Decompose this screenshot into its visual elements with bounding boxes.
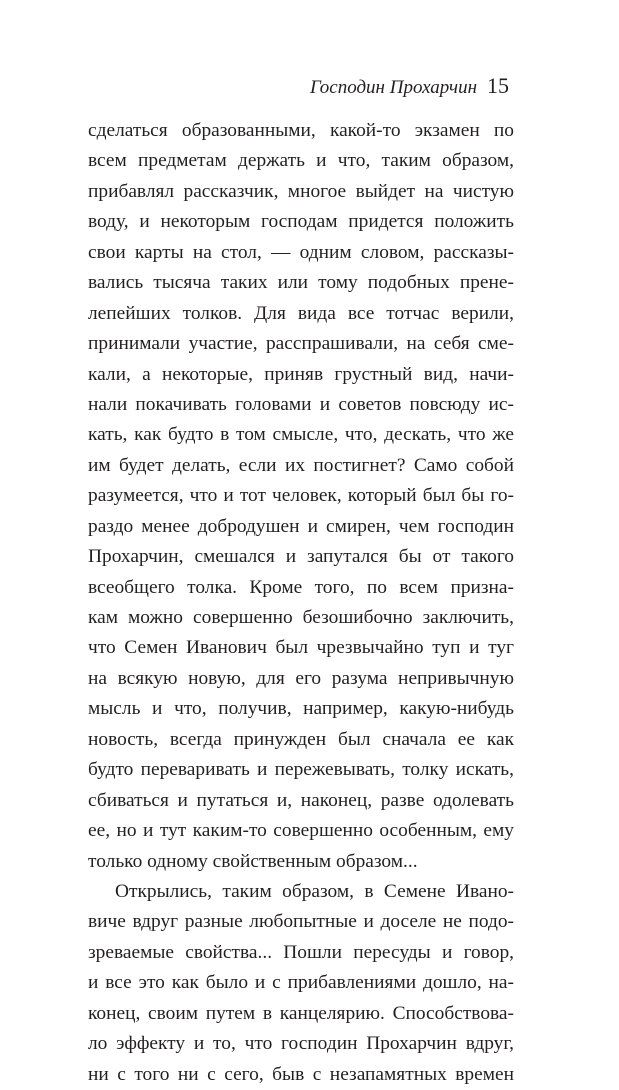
text-line: свои карты на стол, — одним словом, рассказы- bbox=[88, 241, 514, 263]
text-line: ни с того ни с сего, быв с незапамятных времен bbox=[88, 1063, 514, 1085]
paragraph bbox=[88, 877, 514, 1090]
text-line: им будет делать, если их постигнет? Само собой bbox=[88, 454, 514, 476]
body-text bbox=[88, 116, 514, 1090]
text-line: всеобщего толка. Кроме того, по всем призна- bbox=[88, 576, 514, 598]
text-line: конец, своим путем в канцелярию. Способствова- bbox=[88, 1002, 514, 1024]
text-line: что Семен Иванович был чрезвычайно туп и туг bbox=[88, 637, 514, 659]
text-line: Открылись, таким образом, в Семене Ивано- bbox=[115, 880, 514, 902]
running-title: Господин Прохарчин bbox=[309, 77, 477, 98]
text-line: нали покачивать головами и советов повсюду ис- bbox=[88, 393, 514, 415]
text-line: кать, как будто в том смысле, что, дескать, что же bbox=[88, 424, 514, 446]
text-line: только одному свойственным образом... bbox=[88, 850, 418, 872]
text-line: ее, но и тут каким-то совершенно особенным, ему bbox=[88, 820, 514, 842]
text-line: виче вдруг разные любопытные и доселе не подо- bbox=[88, 911, 514, 933]
text-line: воду, и некоторым господам придется положить bbox=[88, 211, 514, 233]
text-line: кам можно совершенно безошибочно заключить, bbox=[88, 607, 514, 628]
text-line: прибавлял рассказчик, многое выйдет на чистую bbox=[88, 180, 514, 202]
text-line: всем предметам держать и что, таким образом, bbox=[88, 150, 514, 172]
text-line: на всякую новую, для его разума непривычную bbox=[88, 667, 514, 689]
text-line: сделаться образованными, какой-то экзамен по bbox=[88, 120, 514, 141]
page-number: 15 bbox=[487, 73, 509, 98]
text-line: лепейших толков. Для вида все тотчас верили, bbox=[88, 302, 514, 324]
text-line: Прохарчин, смешался и запутался бы от такого bbox=[88, 546, 514, 568]
text-line: разумеется, что и тот человек, который был бы го- bbox=[88, 485, 514, 507]
text-line: новость, всегда принужден был сначала ее как bbox=[88, 728, 514, 750]
text-line: раздо менее добродушен и смирен, чем господин bbox=[88, 515, 514, 537]
text-line: будто переваривать и пережевывать, толку искать, bbox=[88, 759, 514, 781]
text-line: и все это как было и с прибавлениями дошло, на- bbox=[88, 972, 514, 994]
text-line: вались тысяча таких или тому подобных прене- bbox=[88, 272, 514, 294]
paragraph bbox=[88, 116, 514, 877]
text-line: мысль и что, получив, например, какую-нибудь bbox=[88, 698, 514, 720]
text-line: ло эффекту и то, что господин Прохарчин вдруг, bbox=[88, 1033, 514, 1055]
text-line: зреваемые свойства... Пошли пересуды и говор, bbox=[88, 941, 514, 963]
text-line: принимали участие, расспрашивали, на себя сме- bbox=[88, 333, 514, 355]
text-line: сбиваться и путаться и, наконец, разве одолевать bbox=[88, 789, 514, 811]
running-header bbox=[310, 74, 509, 100]
text-line: кали, а некоторые, приняв грустный вид, начи- bbox=[88, 363, 514, 385]
